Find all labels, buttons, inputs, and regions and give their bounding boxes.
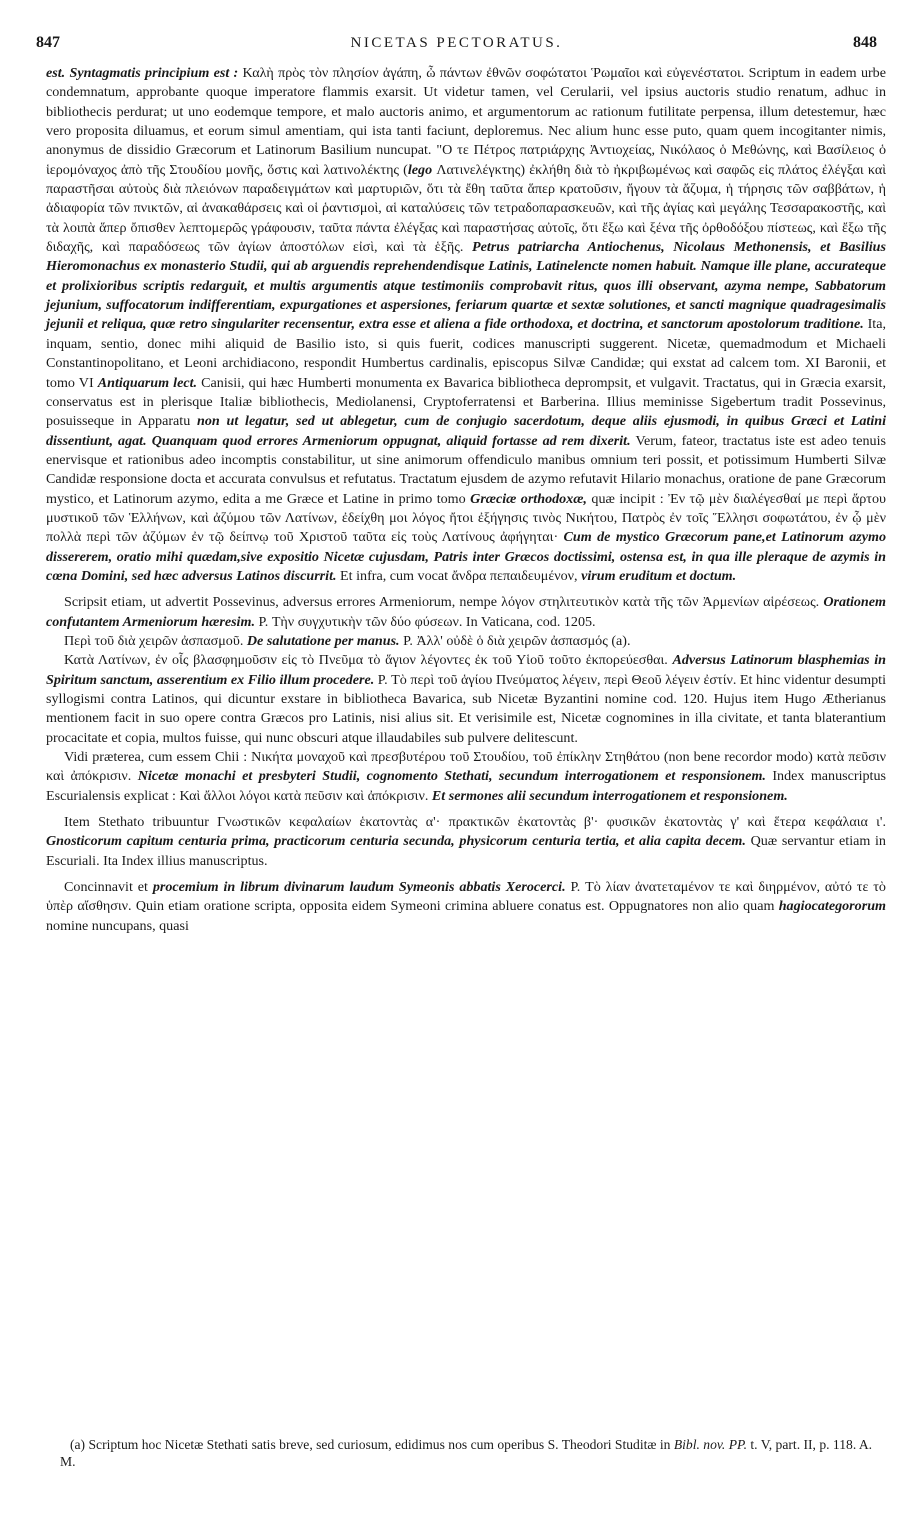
- text-run: Item Stethato tribuuntur Γνωστικῶν κεφαλαίων ἑκατοντὰς α'· πρακτικῶν ἑκατοντὰς β'· φυσικῶν ἑκατοντὰς γ' καὶ ἕτερα κεφάλαια ι'.: [64, 814, 886, 831]
- text-run: Verum, fateor, tractatus iste est adeo tenuis enervisque et rationibus adeo incomptis constabilitur, ut sine animorum offendiculo manibus omnium teri possit, et potissimum Humberti Silvæ Candidæ responsione docta et accurata convulsus et refutatus. Tractatum ejusdem de azymo refutavit Hilario monachus, oratione de pane Græcorum mystico, et Latinorum azymo, edita a me Græce et Latine in primo tomo: [46, 432, 886, 507]
- text-run: Index manuscriptus Escurialensis explicat : Καὶ ἄλλοι λόγοι κατὰ πεῦσιν καὶ ἀπόκρισιν.: [46, 768, 886, 804]
- text-run: Περὶ τοῦ διὰ χειρῶν ἀσπασμοῦ.: [64, 632, 247, 649]
- text-run: P. Τὸ περὶ τοῦ ἁγίου Πνεύματος λέγειν, περὶ Θεοῦ λέγειν ἐστίν. Et hinc videntur desumpti syllogismi contra Latinos, qui dicuntur exstare in bibliotheca Bavarica, sub Nicetæ Byzantini nomine cod. 120. Hujus item Hugo Ætherianus mentionem facit in suo opere contra Græcos pro Latinis, nisi alius sit. Et verisimile est, Nicetæ cognomines in illa civitate, et tanta blaterantium procacitate et copia, multos fuisse, qui nunc obscuri atque illaudabiles sub pulvere delitescunt.: [46, 671, 886, 746]
- text-run: quæ incipit : Ἐν τῷ μὲν διαλέγεσθαί με περὶ ἄρτου μυστικοῦ τῶν Ἑλλήνων, καὶ ἀζύμου τῶν Λατίνων, ἐδείχθη μοι λόγος ἤτοι ἐξήγησις τινὸς Νικήτου, Πατρὸς ἐν τοῖς Ἕλλησι σοφωτάτου, ἐν ᾧ μὲν πολλὰ περὶ τῶν ἀζύμων ἐν τῷ δείπνῳ τοῦ Χριστοῦ ταῦτα εἰς τοὺς Λατίνους ἀφήγηται·: [46, 490, 886, 546]
- italic-run: Et sermones alii secundum interrogationem et responsionem.: [431, 787, 788, 804]
- paragraph: [46, 878, 886, 936]
- footnote: [46, 1436, 886, 1470]
- text-run: Καλὴ πρὸς τὸν πλησίον ἀγάπη, ὦ πάντων ἐθνῶν σοφώτατοι Ῥωμαῖοι καὶ εὐγενέστατοι. Scriptum in eadem urbe condemnatum, approbante quoque imperatore flammis exarsit. Ut videtur tamen, vel Cerularii, vel ipsius auctoris studio renatum, adhuc in bibliothecis perdurat; ut uno eodemque tempore, et malo auctoris animo, et argumentorum ac rationum futilitate perpensa, illum detestemur, hæc vero proposita diluamus, et eorum simul amentiam, qui ista tanti faciunt, deploremus. Nec alium hunc esse puto, quam quem incogitanter nimis, anonymus de dissidio Græcorum et Latinorum Basilium nuncupat. "Ο τε Πέτρος πατριάρχης Ἀντιοχείας, Νικόλαος ὁ Μεθώνης, καὶ Βασίλειος ὁ ἱερομόναχος ἀπὸ τῆς Στουδίου μονῆς, ὅστις καὶ λατινολέκτης (: [46, 65, 886, 178]
- italic-run: hagiocategororum: [778, 898, 886, 915]
- italic-run: est. Syntagmatis principium est :: [46, 65, 239, 81]
- paragraph: [46, 632, 886, 651]
- text-run: Et infra, cum vocat ἄνδρα πεπαιδευμένον,: [336, 567, 582, 584]
- page-number-left: 847: [36, 34, 60, 51]
- paragraph: [46, 748, 886, 806]
- page-number-right: 848: [853, 34, 877, 51]
- paragraph: [46, 651, 886, 748]
- paragraph: [46, 64, 886, 586]
- running-header: [36, 34, 877, 56]
- text-run: (a) Scriptum hoc Nicetæ Stethati satis breve, sed curiosum, edidimus nos cum operibus S. Theodori Studitæ in: [70, 1437, 674, 1452]
- paragraph: [46, 593, 886, 632]
- text-run: nomine nuncupans, quasi: [46, 917, 189, 934]
- italic-run: Adversus Latinorum blasphemias in Spiritum sanctum, asserentium ex Filio illum procedere.: [46, 652, 886, 688]
- text-run: Canisii, qui hæc Humberti monumenta ex Bavarica bibliotheca deprompsit, et vulgavit. Tractatus, qui in Græcia exarsit, conservatus est in plerisque Italiæ bibliothecis, Mediolanensi, Cryptoferratensi et Barberina. Illius meminisse Sigebertum tradit Possevinus, posuisseque in Apparatu: [46, 374, 886, 430]
- text-run: P. Τὴν συγχυτικὴν τῶν δύο φύσεων. In Vaticana, cod. 1205.: [254, 613, 596, 630]
- italic-run: Cum de mystico Græcorum pane,et Latinorum azymo dissererem, oratio mihi quædam,sive expositio Nicetæ cujusdam, Patris inter Græcos doctissimi, ostensa est, in qua ille pleraque de azymis in cœna Domini, sed hæc adversus Latinos discurrit.: [46, 529, 886, 584]
- italic-run: Gnosticorum capitum centuria prima, practicorum centuria secunda, physicorum centuria tertia, et alia capita decem.: [46, 833, 746, 850]
- footnote-text: [46, 1436, 886, 1470]
- italic-run: De salutatione per manus.: [246, 632, 400, 649]
- italic-run: virum eruditum et doctum.: [581, 567, 737, 584]
- italic-run: non ut legatur, sed ut ablegetur, cum de conjugio sacerdotum, deque aliis ejusmodi, in quibus Græci et Latini dissentiunt, agat. Quanquam quod errores Armeniorum oppugnat, aliquid fortasse ad rem dixerit.: [46, 413, 886, 449]
- italic-run: Bibl. nov. PP.: [673, 1437, 747, 1452]
- italic-run: procemium in librum divinarum laudum Symeonis abbatis Xerocerci.: [152, 879, 566, 896]
- text-run: Ita, inquam, sentio, donec mihi aliquid de Basilio isto, si quis fuerit, codices manuscripti suggerent. Nicetæ, quemadmodum et Michaeli Constantinopolitano, et Leoni archidiacono, respondit Humbertus cardinalis, episcopus Silvæ Candidæ; qui exstat ad calcem tom. XI Baronii, et tomo VI: [46, 316, 886, 391]
- text-run: Κατὰ Λατίνων, ἐν οἷς βλασφημοῦσιν εἰς τὸ Πνεῦμα τὸ ἅγιον λέγοντες ἐκ τοῦ Υἱοῦ τοῦτο ἐκπορεύεσθαι.: [64, 652, 673, 669]
- text-run: P. Τὸ λίαν ἀνατεταμένον τε καὶ διηρμένον, αὐτό τε τὸ ὑπὲρ αἴσθησιν. Quin etiam oratione scripta, opposita eidem Symeoni crimina abluere conatus est. Oppugnatores non alio quam: [46, 879, 886, 915]
- body-text: [46, 64, 886, 936]
- italic-run: Græciæ orthodoxæ,: [470, 490, 587, 507]
- text-run: P. Ἀλλ' οὐδὲ ὁ διὰ χειρῶν ἀσπασμός (a).: [399, 632, 631, 649]
- text-run: Vidi præterea, cum essem Chii : Νικήτα μοναχοῦ καὶ πρεσβυτέρου τοῦ Στουδίου, τοῦ ἐπίκλην Στηθάτου (non bene recordor modo) κατὰ πεῦσιν καὶ ἀπόκρισιν.: [46, 749, 886, 785]
- italic-run: Orationem confutantem Armeniorum hæresim.: [46, 594, 886, 630]
- paragraph: [46, 813, 886, 871]
- italic-run: Nicetæ monachi et presbyteri Studii, cognomento Stethati, secundum interrogationem et responsionem.: [137, 768, 766, 785]
- text-run: t. V, part. II, p. 118. A. M.: [60, 1437, 873, 1469]
- text-run: Concinnavit et: [64, 879, 153, 896]
- italic-run: lego: [407, 161, 433, 178]
- text-run: Scripsit etiam, ut advertit Possevinus, adversus errores Armeniorum, nempe λόγον στηλιτευτικὸν κατὰ τῆς τῶν Ἀρμενίων αἱρέσεως.: [64, 594, 824, 611]
- text-run: Λατινελέγκτης) ἐκλήθη διὰ τὸ ἠκριβωμένως καὶ σαφῶς εἰς πλάτος ἐλέγξαι καὶ παραστῆσαι αὐτοὺς διὰ πλειόνων παραδειγμάτων καὶ μαρτυριῶν, ὅτι τὰ ἔθη ταῦτα ἅπερ κρατοῦσιν, ἤγουν τὰ ἄζυμα, ἡ τήρησις τῶν σαββάτων, ἡ ἀδιαφορία τῶν πνικτῶν, αἱ ἀνακαθάρσεις καὶ οἱ ῥαντισμοὶ, αἱ καταλύσεις τῶν τετραδοπαρασκευῶν, καὶ τῆς ἁγίας καὶ μεγάλης Τεσσαρακοστῆς, καὶ τὰ λοιπὰ ἅπερ ὄπισθεν λεπτομερῶς γράφουσιν, ταῦτα πάντα ἐλέγξας καὶ παραστήσας αὐτοῖς, ὅτι ἔξω καὶ ξένα τῆς ὀρθοδόξου πίστεως, καὶ ἔξω τῆς διδαχῆς, καὶ παραδόσεως τῶν ἁγίων ἀποστόλων εἰσὶ, καὶ τὰ ἑξῆς.: [46, 161, 886, 256]
- italic-run: Petrus patriarcha Antiochenus, Nicolaus Methonensis, et Basilius Hieromonachus ex monasterio Studii, qui ab arguendis reprehendendisque Latinis, Latinelencte nomen habuit. Namque ille plane, accurateque et prolixioribus scriptis redarguit, et multis argumentis atque testimoniis comprobavit ritus, quos illi observant, azyma nempe, Sabbatorum jejunium, suffocatorum indifferentiam, expurgationes et aspersiones, feriarum quartæ et sextæ solutiones, et sancti magnique quadragesimalis jejunii et reliqua, quæ retro singulariter recensentur, extra esse et aliena a fide orthodoxa, et doctrina, et sanctorum apostolorum traditione.: [46, 239, 886, 333]
- running-title: NICETAS PECTORATUS.: [350, 35, 563, 51]
- italic-run: Antiquarum lect.: [97, 374, 198, 391]
- text-run: Quæ servantur etiam in Escuriali. Ita Index illius manuscriptus.: [46, 833, 886, 869]
